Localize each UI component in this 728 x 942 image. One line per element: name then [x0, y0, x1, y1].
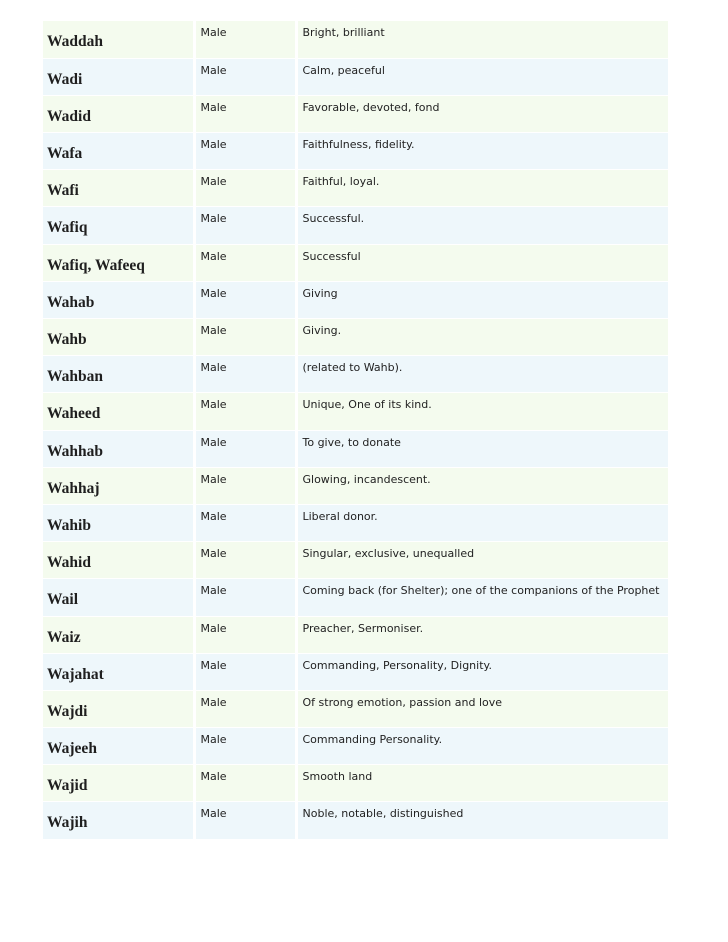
meaning-cell	[296, 802, 668, 839]
table-row	[43, 504, 668, 541]
name-cell	[43, 95, 194, 132]
name-cell	[43, 504, 194, 541]
table-row	[43, 542, 668, 579]
meaning-cell	[296, 244, 668, 281]
meaning-text: Commanding, Personality, Dignity.	[302, 658, 492, 672]
gender-text: Male	[200, 361, 227, 375]
meaning-cell	[296, 430, 668, 467]
gender-text: Male	[200, 472, 227, 486]
gender-cell	[194, 281, 296, 318]
gender-text: Male	[200, 249, 227, 263]
gender-cell	[194, 467, 296, 504]
gender-cell	[194, 653, 296, 690]
meaning-cell	[296, 653, 668, 690]
name-cell	[43, 393, 194, 430]
name-text: Wafiq	[47, 219, 88, 237]
meaning-text: (related to Wahb).	[302, 361, 403, 375]
meaning-cell	[296, 393, 668, 430]
name-text: Waddah	[47, 33, 104, 50]
table-row	[43, 244, 668, 281]
meaning-text: Favorable, devoted, fond	[302, 100, 440, 114]
gender-cell	[194, 170, 296, 207]
name-text: Wajdi	[47, 702, 88, 720]
meaning-text: To give, to donate	[302, 435, 401, 449]
gender-cell	[194, 58, 296, 95]
meaning-text: Successful.	[302, 212, 365, 226]
meaning-cell	[296, 21, 668, 58]
name-text: Wahib	[47, 516, 91, 534]
name-text: Wahhaj	[47, 479, 100, 497]
table-row	[43, 95, 668, 132]
names-table	[43, 21, 668, 840]
gender-cell	[194, 728, 296, 765]
gender-cell	[194, 319, 296, 356]
name-cell	[43, 281, 194, 318]
meaning-cell	[296, 281, 668, 318]
gender-cell	[194, 690, 296, 727]
gender-cell	[194, 802, 296, 839]
table-row	[43, 281, 668, 318]
gender-cell	[194, 430, 296, 467]
meaning-text: Bright, brilliant	[302, 26, 385, 39]
meaning-text: Faithfulness, fidelity.	[302, 138, 415, 152]
gender-text: Male	[200, 286, 227, 300]
name-text: Wadid	[47, 107, 91, 125]
gender-text: Male	[200, 621, 227, 635]
gender-cell	[194, 504, 296, 541]
meaning-cell	[296, 690, 668, 727]
table-row	[43, 133, 668, 170]
gender-text: Male	[200, 324, 227, 337]
meaning-cell	[296, 356, 668, 393]
gender-text: Male	[200, 100, 227, 114]
meaning-text: Coming back (for Shelter); one of the companions of the Prophet	[302, 584, 660, 598]
meaning-cell	[296, 504, 668, 541]
meaning-cell	[296, 467, 668, 504]
gender-text: Male	[200, 807, 227, 821]
name-text: Wadi	[47, 70, 83, 88]
meaning-cell	[296, 765, 668, 802]
meaning-cell	[296, 728, 668, 765]
gender-text: Male	[200, 398, 227, 412]
meaning-cell	[296, 207, 668, 244]
name-text: Waheed	[47, 405, 101, 423]
meaning-text: Successful	[302, 249, 361, 263]
gender-text: Male	[200, 175, 227, 189]
table-row	[43, 393, 668, 430]
name-cell	[43, 467, 194, 504]
name-text: Wail	[47, 591, 79, 609]
name-cell	[43, 207, 194, 244]
table-row	[43, 170, 668, 207]
meaning-text: Noble, notable, distinguished	[302, 807, 464, 821]
name-text: Wajih	[47, 814, 88, 832]
meaning-cell	[296, 579, 668, 616]
gender-cell	[194, 244, 296, 281]
meaning-text: Faithful, loyal.	[302, 175, 380, 189]
table-row	[43, 319, 668, 356]
gender-cell	[194, 393, 296, 430]
name-text: Wahhab	[47, 442, 104, 460]
name-cell	[43, 356, 194, 393]
gender-text: Male	[200, 138, 227, 152]
meaning-cell	[296, 319, 668, 356]
name-cell	[43, 690, 194, 727]
name-text: Wahab	[47, 293, 95, 311]
meaning-text: Commanding Personality.	[302, 733, 443, 747]
gender-text: Male	[200, 584, 227, 598]
meaning-text: Smooth land	[302, 770, 373, 784]
table-row	[43, 728, 668, 765]
name-cell	[43, 430, 194, 467]
table-row	[43, 430, 668, 467]
table-row	[43, 579, 668, 616]
name-text: Wafiq, Wafeeq	[47, 256, 145, 274]
meaning-cell	[296, 58, 668, 95]
name-text: Wafi	[47, 182, 79, 200]
meaning-text: Liberal donor.	[302, 509, 378, 523]
table-row	[43, 207, 668, 244]
name-cell	[43, 244, 194, 281]
meaning-cell	[296, 170, 668, 207]
gender-cell	[194, 356, 296, 393]
gender-text: Male	[200, 770, 227, 784]
name-text: Wahban	[47, 368, 104, 386]
name-cell	[43, 802, 194, 839]
gender-text: Male	[200, 26, 227, 39]
name-cell	[43, 653, 194, 690]
gender-cell	[194, 765, 296, 802]
gender-text: Male	[200, 547, 227, 561]
gender-text: Male	[200, 435, 227, 449]
gender-cell	[194, 21, 296, 58]
name-cell	[43, 21, 194, 58]
name-cell	[43, 542, 194, 579]
name-cell	[43, 765, 194, 802]
gender-text: Male	[200, 695, 227, 709]
gender-text: Male	[200, 733, 227, 747]
table-row	[43, 356, 668, 393]
name-text: Wahid	[47, 554, 91, 572]
table-row	[43, 21, 668, 58]
gender-cell	[194, 542, 296, 579]
meaning-cell	[296, 542, 668, 579]
meaning-cell	[296, 616, 668, 653]
gender-cell	[194, 133, 296, 170]
name-cell	[43, 616, 194, 653]
gender-text: Male	[200, 63, 227, 77]
name-cell	[43, 319, 194, 356]
gender-cell	[194, 579, 296, 616]
name-text: Wajahat	[47, 665, 104, 683]
meaning-text: Preacher, Sermoniser.	[302, 621, 424, 635]
meaning-cell	[296, 133, 668, 170]
table-row	[43, 653, 668, 690]
gender-text: Male	[200, 658, 227, 672]
meaning-text: Calm, peaceful	[302, 63, 385, 77]
table-row	[43, 58, 668, 95]
meaning-text: Giving	[302, 286, 338, 300]
gender-cell	[194, 95, 296, 132]
gender-text: Male	[200, 509, 227, 523]
names-table-body	[43, 21, 668, 839]
meaning-cell	[296, 95, 668, 132]
table-row	[43, 616, 668, 653]
gender-cell	[194, 616, 296, 653]
name-cell	[43, 728, 194, 765]
name-cell	[43, 579, 194, 616]
gender-cell	[194, 207, 296, 244]
meaning-text: Glowing, incandescent.	[302, 472, 431, 486]
meaning-text: Unique, One of its kind.	[302, 398, 432, 412]
table-row	[43, 765, 668, 802]
meaning-text: Singular, exclusive, unequalled	[302, 547, 475, 561]
name-text: Wahb	[47, 331, 87, 348]
meaning-text: Giving.	[302, 324, 342, 337]
name-cell	[43, 133, 194, 170]
name-text: Waiz	[47, 628, 81, 646]
name-text: Wafa	[47, 145, 83, 163]
meaning-text: Of strong emotion, passion and love	[302, 695, 503, 709]
table-row	[43, 690, 668, 727]
name-cell	[43, 170, 194, 207]
gender-text: Male	[200, 212, 227, 226]
table-row	[43, 467, 668, 504]
table-row	[43, 802, 668, 839]
name-text: Wajid	[47, 777, 88, 795]
name-cell	[43, 58, 194, 95]
name-text: Wajeeh	[47, 740, 97, 758]
